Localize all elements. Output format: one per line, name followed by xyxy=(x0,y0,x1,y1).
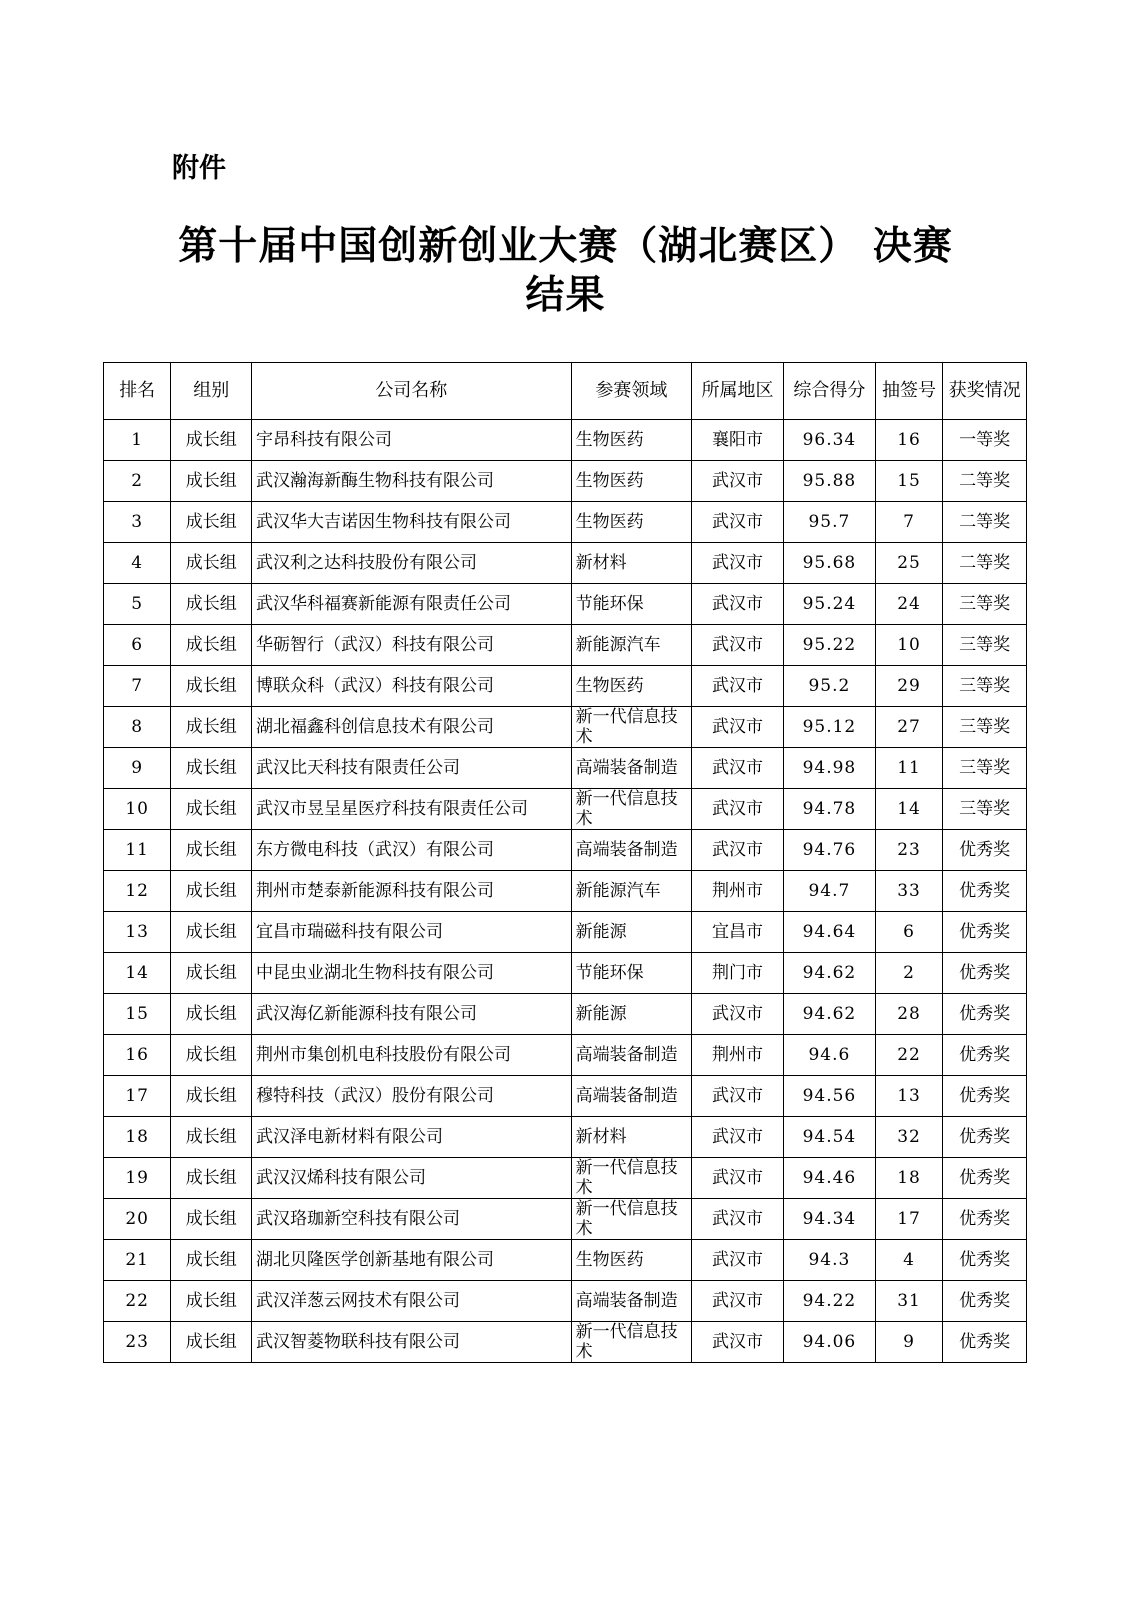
table-row xyxy=(104,953,1027,994)
cell-company: 华砺智行（武汉）科技有限公司 xyxy=(252,625,572,666)
cell-group: 成长组 xyxy=(171,502,252,543)
document-title xyxy=(100,222,1031,320)
cell-score: 94.6 xyxy=(783,1035,875,1076)
cell-region: 武汉市 xyxy=(692,707,784,748)
cell-company: 武汉珞珈新空科技有限公司 xyxy=(252,1199,572,1240)
cell-award: 二等奖 xyxy=(943,461,1027,502)
cell-region: 武汉市 xyxy=(692,1158,784,1199)
cell-field: 高端装备制造 xyxy=(571,748,691,789)
cell-rank: 5 xyxy=(104,584,171,625)
cell-group: 成长组 xyxy=(171,461,252,502)
cell-field: 高端装备制造 xyxy=(571,1035,691,1076)
cell-field: 生物医药 xyxy=(571,461,691,502)
table-row xyxy=(104,666,1027,707)
table-row xyxy=(104,830,1027,871)
cell-company: 武汉华科福赛新能源有限责任公司 xyxy=(252,584,572,625)
cell-lot: 29 xyxy=(875,666,942,707)
cell-score: 94.3 xyxy=(783,1240,875,1281)
cell-group: 成长组 xyxy=(171,912,252,953)
cell-award: 优秀奖 xyxy=(943,1035,1027,1076)
table-row xyxy=(104,871,1027,912)
cell-award: 三等奖 xyxy=(943,625,1027,666)
cell-group: 成长组 xyxy=(171,994,252,1035)
cell-rank: 22 xyxy=(104,1281,171,1322)
cell-score: 95.12 xyxy=(783,707,875,748)
cell-group: 成长组 xyxy=(171,420,252,461)
cell-score: 95.88 xyxy=(783,461,875,502)
cell-rank: 16 xyxy=(104,1035,171,1076)
cell-group: 成长组 xyxy=(171,748,252,789)
cell-group: 成长组 xyxy=(171,543,252,584)
cell-award: 优秀奖 xyxy=(943,953,1027,994)
cell-award: 优秀奖 xyxy=(943,912,1027,953)
cell-field: 新能源 xyxy=(571,912,691,953)
header-rank: 排名 xyxy=(104,363,171,420)
cell-field: 生物医药 xyxy=(571,502,691,543)
cell-field: 新能源汽车 xyxy=(571,871,691,912)
cell-score: 94.34 xyxy=(783,1199,875,1240)
cell-lot: 2 xyxy=(875,953,942,994)
cell-group: 成长组 xyxy=(171,871,252,912)
header-award: 获奖情况 xyxy=(943,363,1027,420)
cell-score: 94.98 xyxy=(783,748,875,789)
table-row xyxy=(104,912,1027,953)
table-row xyxy=(104,1117,1027,1158)
cell-rank: 17 xyxy=(104,1076,171,1117)
cell-score: 94.76 xyxy=(783,830,875,871)
cell-company: 宜昌市瑞磁科技有限公司 xyxy=(252,912,572,953)
cell-region: 武汉市 xyxy=(692,1281,784,1322)
cell-region: 荆门市 xyxy=(692,953,784,994)
cell-field: 新一代信息技术 xyxy=(571,1322,691,1363)
cell-lot: 10 xyxy=(875,625,942,666)
cell-award: 优秀奖 xyxy=(943,1158,1027,1199)
cell-award: 优秀奖 xyxy=(943,1281,1027,1322)
cell-region: 武汉市 xyxy=(692,1240,784,1281)
cell-lot: 25 xyxy=(875,543,942,584)
cell-rank: 1 xyxy=(104,420,171,461)
cell-field: 高端装备制造 xyxy=(571,830,691,871)
cell-score: 94.78 xyxy=(783,789,875,830)
table-row xyxy=(104,625,1027,666)
cell-score: 94.62 xyxy=(783,994,875,1035)
table-row xyxy=(104,1076,1027,1117)
cell-company: 湖北福鑫科创信息技术有限公司 xyxy=(252,707,572,748)
cell-rank: 19 xyxy=(104,1158,171,1199)
cell-lot: 17 xyxy=(875,1199,942,1240)
cell-score: 95.68 xyxy=(783,543,875,584)
cell-rank: 7 xyxy=(104,666,171,707)
cell-score: 95.24 xyxy=(783,584,875,625)
cell-award: 三等奖 xyxy=(943,748,1027,789)
cell-rank: 2 xyxy=(104,461,171,502)
cell-region: 武汉市 xyxy=(692,543,784,584)
header-field: 参赛领域 xyxy=(571,363,691,420)
cell-region: 武汉市 xyxy=(692,830,784,871)
cell-score: 95.2 xyxy=(783,666,875,707)
cell-company: 武汉汉烯科技有限公司 xyxy=(252,1158,572,1199)
cell-group: 成长组 xyxy=(171,1199,252,1240)
cell-rank: 8 xyxy=(104,707,171,748)
cell-company: 武汉泽电新材料有限公司 xyxy=(252,1117,572,1158)
cell-group: 成长组 xyxy=(171,1322,252,1363)
header-company: 公司名称 xyxy=(252,363,572,420)
cell-company: 博联众科（武汉）科技有限公司 xyxy=(252,666,572,707)
table-row xyxy=(104,789,1027,830)
cell-lot: 13 xyxy=(875,1076,942,1117)
cell-lot: 14 xyxy=(875,789,942,830)
cell-field: 高端装备制造 xyxy=(571,1281,691,1322)
cell-lot: 31 xyxy=(875,1281,942,1322)
cell-award: 优秀奖 xyxy=(943,1322,1027,1363)
cell-award: 优秀奖 xyxy=(943,871,1027,912)
table-row xyxy=(104,543,1027,584)
cell-region: 武汉市 xyxy=(692,584,784,625)
cell-award: 二等奖 xyxy=(943,543,1027,584)
cell-group: 成长组 xyxy=(171,1281,252,1322)
cell-group: 成长组 xyxy=(171,953,252,994)
cell-region: 武汉市 xyxy=(692,748,784,789)
cell-lot: 18 xyxy=(875,1158,942,1199)
results-table xyxy=(103,362,1027,1363)
cell-rank: 12 xyxy=(104,871,171,912)
cell-region: 武汉市 xyxy=(692,625,784,666)
cell-field: 新一代信息技术 xyxy=(571,1199,691,1240)
cell-region: 武汉市 xyxy=(692,666,784,707)
cell-award: 三等奖 xyxy=(943,584,1027,625)
cell-score: 94.46 xyxy=(783,1158,875,1199)
header-score: 综合得分 xyxy=(783,363,875,420)
cell-lot: 4 xyxy=(875,1240,942,1281)
cell-region: 襄阳市 xyxy=(692,420,784,461)
cell-score: 95.22 xyxy=(783,625,875,666)
cell-group: 成长组 xyxy=(171,625,252,666)
cell-region: 武汉市 xyxy=(692,1117,784,1158)
cell-company: 穆特科技（武汉）股份有限公司 xyxy=(252,1076,572,1117)
cell-field: 生物医药 xyxy=(571,420,691,461)
cell-rank: 13 xyxy=(104,912,171,953)
cell-field: 高端装备制造 xyxy=(571,1076,691,1117)
cell-score: 94.56 xyxy=(783,1076,875,1117)
cell-region: 荆州市 xyxy=(692,1035,784,1076)
cell-company: 武汉市昱呈星医疗科技有限责任公司 xyxy=(252,789,572,830)
cell-award: 二等奖 xyxy=(943,502,1027,543)
cell-company: 武汉华大吉诺因生物科技有限公司 xyxy=(252,502,572,543)
cell-company: 武汉智菱物联科技有限公司 xyxy=(252,1322,572,1363)
cell-award: 三等奖 xyxy=(943,666,1027,707)
cell-rank: 3 xyxy=(104,502,171,543)
cell-rank: 4 xyxy=(104,543,171,584)
cell-award: 优秀奖 xyxy=(943,1076,1027,1117)
attachment-label: 附件 xyxy=(172,153,226,184)
cell-award: 优秀奖 xyxy=(943,830,1027,871)
cell-lot: 23 xyxy=(875,830,942,871)
table-row xyxy=(104,1035,1027,1076)
cell-lot: 16 xyxy=(875,420,942,461)
cell-award: 三等奖 xyxy=(943,707,1027,748)
cell-company: 荆州市集创机电科技股份有限公司 xyxy=(252,1035,572,1076)
cell-company: 武汉比天科技有限责任公司 xyxy=(252,748,572,789)
cell-group: 成长组 xyxy=(171,789,252,830)
cell-region: 武汉市 xyxy=(692,789,784,830)
cell-region: 武汉市 xyxy=(692,1322,784,1363)
cell-score: 94.7 xyxy=(783,871,875,912)
cell-score: 94.64 xyxy=(783,912,875,953)
cell-lot: 33 xyxy=(875,871,942,912)
cell-field: 新一代信息技术 xyxy=(571,1158,691,1199)
header-lot: 抽签号 xyxy=(875,363,942,420)
cell-rank: 14 xyxy=(104,953,171,994)
cell-field: 新材料 xyxy=(571,543,691,584)
cell-lot: 6 xyxy=(875,912,942,953)
cell-group: 成长组 xyxy=(171,1076,252,1117)
table-row xyxy=(104,1199,1027,1240)
cell-rank: 11 xyxy=(104,830,171,871)
table-row xyxy=(104,994,1027,1035)
table-row xyxy=(104,1281,1027,1322)
cell-region: 武汉市 xyxy=(692,1076,784,1117)
cell-field: 新一代信息技术 xyxy=(571,707,691,748)
cell-lot: 28 xyxy=(875,994,942,1035)
cell-rank: 21 xyxy=(104,1240,171,1281)
table-row xyxy=(104,584,1027,625)
cell-group: 成长组 xyxy=(171,707,252,748)
cell-group: 成长组 xyxy=(171,830,252,871)
cell-rank: 9 xyxy=(104,748,171,789)
header-group: 组别 xyxy=(171,363,252,420)
cell-company: 东方微电科技（武汉）有限公司 xyxy=(252,830,572,871)
table-row xyxy=(104,707,1027,748)
cell-company: 湖北贝隆医学创新基地有限公司 xyxy=(252,1240,572,1281)
cell-company: 宇昂科技有限公司 xyxy=(252,420,572,461)
cell-field: 新能源汽车 xyxy=(571,625,691,666)
cell-lot: 7 xyxy=(875,502,942,543)
cell-award: 优秀奖 xyxy=(943,1199,1027,1240)
cell-score: 95.7 xyxy=(783,502,875,543)
cell-lot: 22 xyxy=(875,1035,942,1076)
cell-field: 生物医药 xyxy=(571,666,691,707)
cell-lot: 9 xyxy=(875,1322,942,1363)
cell-field: 新能源 xyxy=(571,994,691,1035)
cell-award: 优秀奖 xyxy=(943,1240,1027,1281)
cell-region: 宜昌市 xyxy=(692,912,784,953)
cell-company: 荆州市楚泰新能源科技有限公司 xyxy=(252,871,572,912)
cell-award: 优秀奖 xyxy=(943,1117,1027,1158)
table-row xyxy=(104,748,1027,789)
cell-lot: 15 xyxy=(875,461,942,502)
cell-rank: 20 xyxy=(104,1199,171,1240)
cell-score: 94.06 xyxy=(783,1322,875,1363)
cell-company: 武汉海亿新能源科技有限公司 xyxy=(252,994,572,1035)
cell-region: 武汉市 xyxy=(692,461,784,502)
cell-company: 武汉洋葱云网技术有限公司 xyxy=(252,1281,572,1322)
cell-group: 成长组 xyxy=(171,1117,252,1158)
cell-lot: 27 xyxy=(875,707,942,748)
cell-region: 武汉市 xyxy=(692,1199,784,1240)
cell-rank: 18 xyxy=(104,1117,171,1158)
cell-award: 一等奖 xyxy=(943,420,1027,461)
cell-company: 武汉利之达科技股份有限公司 xyxy=(252,543,572,584)
table-row xyxy=(104,420,1027,461)
header-region: 所属地区 xyxy=(692,363,784,420)
cell-rank: 6 xyxy=(104,625,171,666)
cell-rank: 23 xyxy=(104,1322,171,1363)
table-row xyxy=(104,461,1027,502)
cell-company: 中昆虫业湖北生物科技有限公司 xyxy=(252,953,572,994)
cell-field: 节能环保 xyxy=(571,584,691,625)
cell-field: 新材料 xyxy=(571,1117,691,1158)
cell-score: 94.62 xyxy=(783,953,875,994)
cell-lot: 32 xyxy=(875,1117,942,1158)
cell-score: 94.22 xyxy=(783,1281,875,1322)
cell-region: 武汉市 xyxy=(692,994,784,1035)
table-row xyxy=(104,1240,1027,1281)
cell-lot: 24 xyxy=(875,584,942,625)
cell-award: 三等奖 xyxy=(943,789,1027,830)
cell-region: 荆州市 xyxy=(692,871,784,912)
cell-field: 新一代信息技术 xyxy=(571,789,691,830)
cell-region: 武汉市 xyxy=(692,502,784,543)
document-title-line-1: 第十届中国创新创业大赛（湖北赛区） 决赛 xyxy=(178,224,953,269)
table-header-row xyxy=(104,363,1027,420)
table-row xyxy=(104,1158,1027,1199)
cell-group: 成长组 xyxy=(171,666,252,707)
cell-lot: 11 xyxy=(875,748,942,789)
cell-rank: 10 xyxy=(104,789,171,830)
cell-group: 成长组 xyxy=(171,1035,252,1076)
table-row xyxy=(104,1322,1027,1363)
document-title-line-2: 结果 xyxy=(525,273,606,318)
table-row xyxy=(104,502,1027,543)
cell-group: 成长组 xyxy=(171,1158,252,1199)
cell-company: 武汉瀚海新酶生物科技有限公司 xyxy=(252,461,572,502)
cell-score: 94.54 xyxy=(783,1117,875,1158)
cell-award: 优秀奖 xyxy=(943,994,1027,1035)
cell-field: 生物医药 xyxy=(571,1240,691,1281)
cell-score: 96.34 xyxy=(783,420,875,461)
cell-rank: 15 xyxy=(104,994,171,1035)
cell-group: 成长组 xyxy=(171,1240,252,1281)
cell-group: 成长组 xyxy=(171,584,252,625)
cell-field: 节能环保 xyxy=(571,953,691,994)
